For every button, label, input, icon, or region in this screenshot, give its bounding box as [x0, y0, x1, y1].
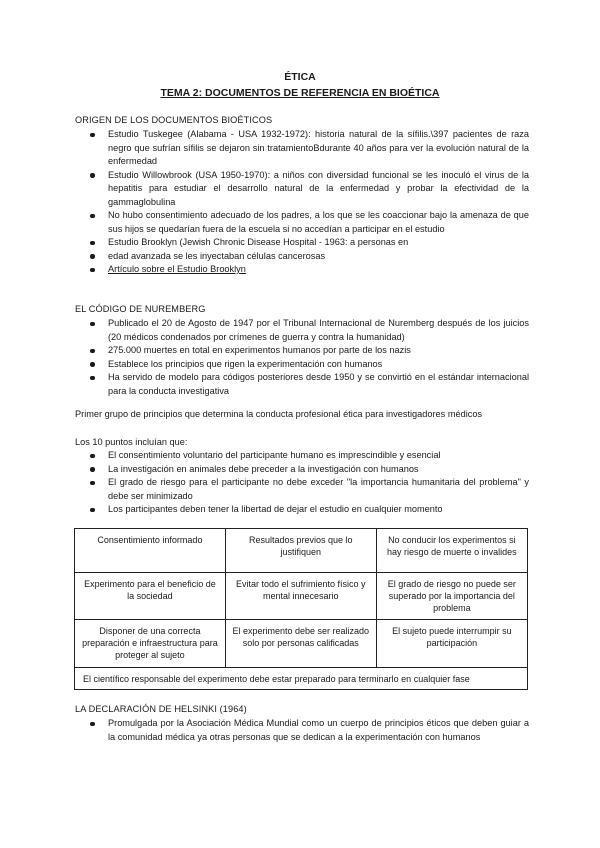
- nuremberg-points-list: [75, 449, 529, 517]
- section-heading-nuremberg: EL CÓDIGO DE NUREMBERG: [75, 304, 206, 314]
- nuremberg-paragraph: Primer grupo de principios que determina la conducta profesional ética para investigadores médicos: [75, 409, 483, 419]
- table-row: [75, 620, 528, 668]
- document-title: ÉTICA: [284, 71, 316, 83]
- table-footer-cell: El científico responsable del experimento debe estar preparado para terminarlo en cualquier fase: [75, 668, 528, 690]
- list-item: Los participantes deben tener la libertad de dejar el estudio en cualquier momento: [75, 503, 529, 517]
- brooklyn-article-link[interactable]: Artículo sobre el Estudio Brooklyn: [108, 264, 246, 274]
- table-cell: No conducir los experimentos si hay riesgo de muerte o invalides: [376, 529, 527, 573]
- section-heading-helsinki: LA DECLARACIÓN DE HELSINKI (1964): [75, 704, 247, 714]
- list-item: El consentimiento voluntario del participante humano es imprescindible y esencial: [75, 449, 529, 463]
- section-heading-origen: ORIGEN DE LOS DOCUMENTOS BIOÉTICOS: [75, 115, 273, 125]
- list-item: Estudio Brooklyn (Jewish Chronic Disease Hospital - 1963: a personas en: [75, 236, 529, 250]
- list-item: El grado de riesgo para el participante no debe exceder "la importancia humanitaria del problema" y debe ser minimizado: [75, 476, 529, 503]
- principles-table: [74, 528, 528, 690]
- list-item: No hubo consentimiento adecuado de los padres, a los que se les coaccionar bajo la amenaza de que sus hijos se quedarían fuera de la escuela si no accedían a participar en el estudio: [75, 209, 529, 236]
- table-cell: Consentimiento informado: [75, 529, 226, 573]
- table-row: [75, 529, 528, 573]
- points-intro: Los 10 puntos incluían que:: [75, 437, 188, 447]
- table-cell: Resultados previos que lo justifiquen: [225, 529, 376, 573]
- origen-list: [75, 128, 529, 277]
- list-item: [75, 263, 529, 277]
- list-item: Establece los principios que rigen la experimentación con humanos: [75, 358, 529, 372]
- list-item: Promulgada por la Asociación Médica Mundial como un cuerpo de principios éticos que deben guiar a la comunidad médica ya otras personas que se dedican a la experimentación con humanos: [75, 717, 529, 744]
- table-cell: El experimento debe ser realizado solo por personas calificadas: [225, 620, 376, 668]
- table-cell: El sujeto puede interrumpir su participación: [376, 620, 527, 668]
- table-row: [75, 573, 528, 620]
- table-cell: El grado de riesgo no puede ser superado por la importancia del problema: [376, 573, 527, 620]
- list-item: Estudio Tuskegee (Alabama - USA 1932-1972): historia natural de la sífilis.\397 pacientes de raza negro que sufrían sífilis se dejaron sin tratamientoBdurante 40 años para ver la evolución natural de la enfermedad: [75, 128, 529, 169]
- nuremberg-list: [75, 317, 529, 398]
- list-item: 275.000 muertes en total en experimentos humanos por parte de los nazis: [75, 344, 529, 358]
- list-item: Estudio Willowbrook (USA 1950-1970): a niños con diversidad funcional se les inoculó el virus de la hepatitis para estudiar el desarrollo natural de la enfermedad y probar la efectividad de la gammaglobulina: [75, 169, 529, 210]
- table-row: [75, 668, 528, 690]
- table-cell: Experimento para el beneficio de la sociedad: [75, 573, 226, 620]
- helsinki-list: [75, 717, 529, 744]
- list-item: edad avanzada se les inyectaban células cancerosas: [75, 250, 529, 264]
- table-cell: Evitar todo el sufrimiento físico y mental innecesario: [225, 573, 376, 620]
- document-subtitle: TEMA 2: DOCUMENTOS DE REFERENCIA EN BIOÉTICA: [160, 87, 440, 99]
- list-item: Publicado el 20 de Agosto de 1947 por el Tribunal Internacional de Nuremberg después de los juicios (20 médicos condenados por crímenes de guerra y contra la humanidad): [75, 317, 529, 344]
- table-cell: Disponer de una correcta preparación e infraestructura para proteger al sujeto: [75, 620, 226, 668]
- list-item: Ha servido de modelo para códigos posteriores desde 1950 y se convirtió en el estándar internacional para la conducta investigativa: [75, 371, 529, 398]
- list-item: La investigación en animales debe preceder a la investigación con humanos: [75, 463, 529, 477]
